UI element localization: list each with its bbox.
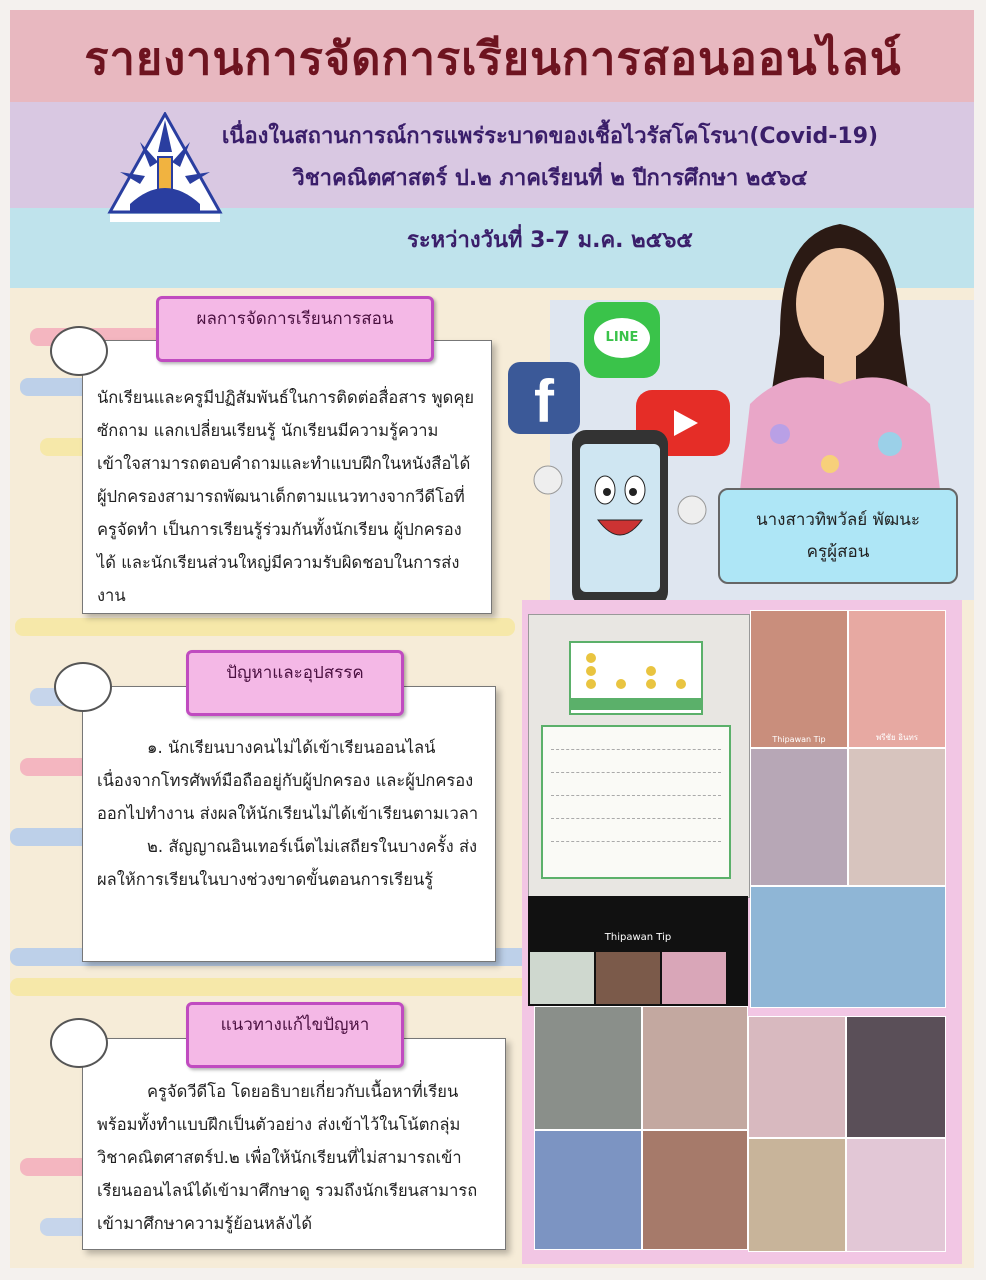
line-icon: LINE: [584, 302, 660, 378]
problems-heading: ปัญหาและอุปสรรค: [186, 650, 404, 716]
problem-item-1: ๑. นักเรียนบางคนไม่ได้เข้าเรียนออนไลน์ เนื่องจากโทรศัพท์มือถืออยู่กับผู้ปกครอง และผู้ปกครองออกไปทำงาน ส่งผลให้นักเรียนไม่ได้เข้าเรียนตามเวลา: [97, 738, 479, 823]
video-tile: [534, 1130, 642, 1250]
page-title: รายงานการจัดการเรียนการสอนออนไลน์: [84, 32, 902, 85]
decor-stripe: [10, 978, 530, 996]
video-tile: [846, 1138, 946, 1252]
decor-stripe: [15, 618, 515, 636]
video-tile: [848, 748, 946, 886]
teacher-photo: [740, 214, 940, 490]
video-tile: [748, 1138, 846, 1252]
results-textbox: [82, 340, 492, 614]
thumbnail: [596, 952, 660, 1004]
thumbnail: [530, 952, 594, 1004]
decor-circle: [54, 662, 112, 712]
teacher-label: [718, 488, 958, 584]
problem-item-2: ๒. สัญญาณอินเทอร์เน็ตไม่เสถียรในบางครั้ง ส่งผลให้การเรียนในบางช่วงขาดขั้นตอนการเรียนรู้: [97, 837, 478, 889]
date-range: ระหว่างวันที่ 3-7 ม.ค. ๒๕๖๕: [407, 228, 693, 253]
worksheet-questions: [541, 725, 731, 879]
results-heading: ผลการจัดการเรียนการสอน: [156, 296, 434, 362]
solutions-textbox: [82, 1038, 506, 1250]
subtitle-subject: วิชาคณิตศาสตร์ ป.๒ ภาคเรียนที่ ๒ ปีการศึกษา ๒๕๖๔: [292, 166, 808, 191]
results-body: นักเรียนและครูมีปฏิสัมพันธ์ในการติดต่อสื่อสาร พูดคุยซักถาม แลกเปลี่ยนเรียนรู้ นักเรียนมีความรู้ความเข้าใจสามารถตอบคำถามและทำแบบฝึกในหนังสือได้ ผู้ปกครองสามารถพัฒนาเด็กตามแนวทางจากวีดีโอที่ครูจัดทำ เป็นการเรียนรู้ร่วมกันทั้งนักเรียน ผู้ปกครองได้ และนักเรียนส่วนใหญ่มีความรับผิดชอบในการส่งงาน: [97, 388, 475, 605]
video-tile: [750, 886, 946, 1008]
worksheet-screenshot: [528, 614, 750, 898]
worksheet-chart: [569, 641, 703, 715]
solutions-heading: แนวทางแก้ไขปัญหา: [186, 1002, 404, 1068]
video-tile: [534, 1006, 642, 1130]
school-logo: [100, 112, 230, 230]
video-tile: [750, 748, 848, 886]
video-tile: [748, 1016, 846, 1138]
smartphone-mascot-icon: [530, 420, 710, 610]
thumbnail: [662, 952, 726, 1004]
subtitle-covid: เนื่องในสถานการณ์การแพร่ระบาดของเชื้อไวรัสโคโรนา(Covid-19): [221, 124, 879, 149]
facebook-icon: f: [508, 362, 580, 434]
meeting-thumbnail-bar: Thipawan Tip: [528, 896, 748, 1006]
video-tile: [642, 1130, 748, 1250]
video-tile: พรีชัย อินทร: [848, 610, 946, 748]
teacher-role: ครูผู้สอน: [806, 542, 870, 562]
solutions-body: ครูจัดวีดีโอ โดยอธิบายเกี่ยวกับเนื้อหาที่เรียน พร้อมทั้งทำแบบฝึกเป็นตัวอย่าง ส่งเข้าไว้ในโน้ตกลุ่ม วิชาคณิตศาสตร์ป.๒ เพื่อให้นักเรียนที่ไม่สามารถเข้าเรียนออนไลน์ได้เข้ามาศึกษาดู รวมถึงนักเรียนสามารถเข้ามาศึกษาความรู้ย้อนหลังได้: [97, 1082, 478, 1233]
problems-textbox: [82, 686, 496, 962]
video-tile: Thipawan Tip: [750, 610, 848, 748]
video-tile: [642, 1006, 748, 1130]
teacher-name: นางสาวทิพวัลย์ พัฒนะ: [756, 510, 920, 530]
decor-circle: [50, 326, 108, 376]
video-tile: [846, 1016, 946, 1138]
decor-circle: [50, 1018, 108, 1068]
